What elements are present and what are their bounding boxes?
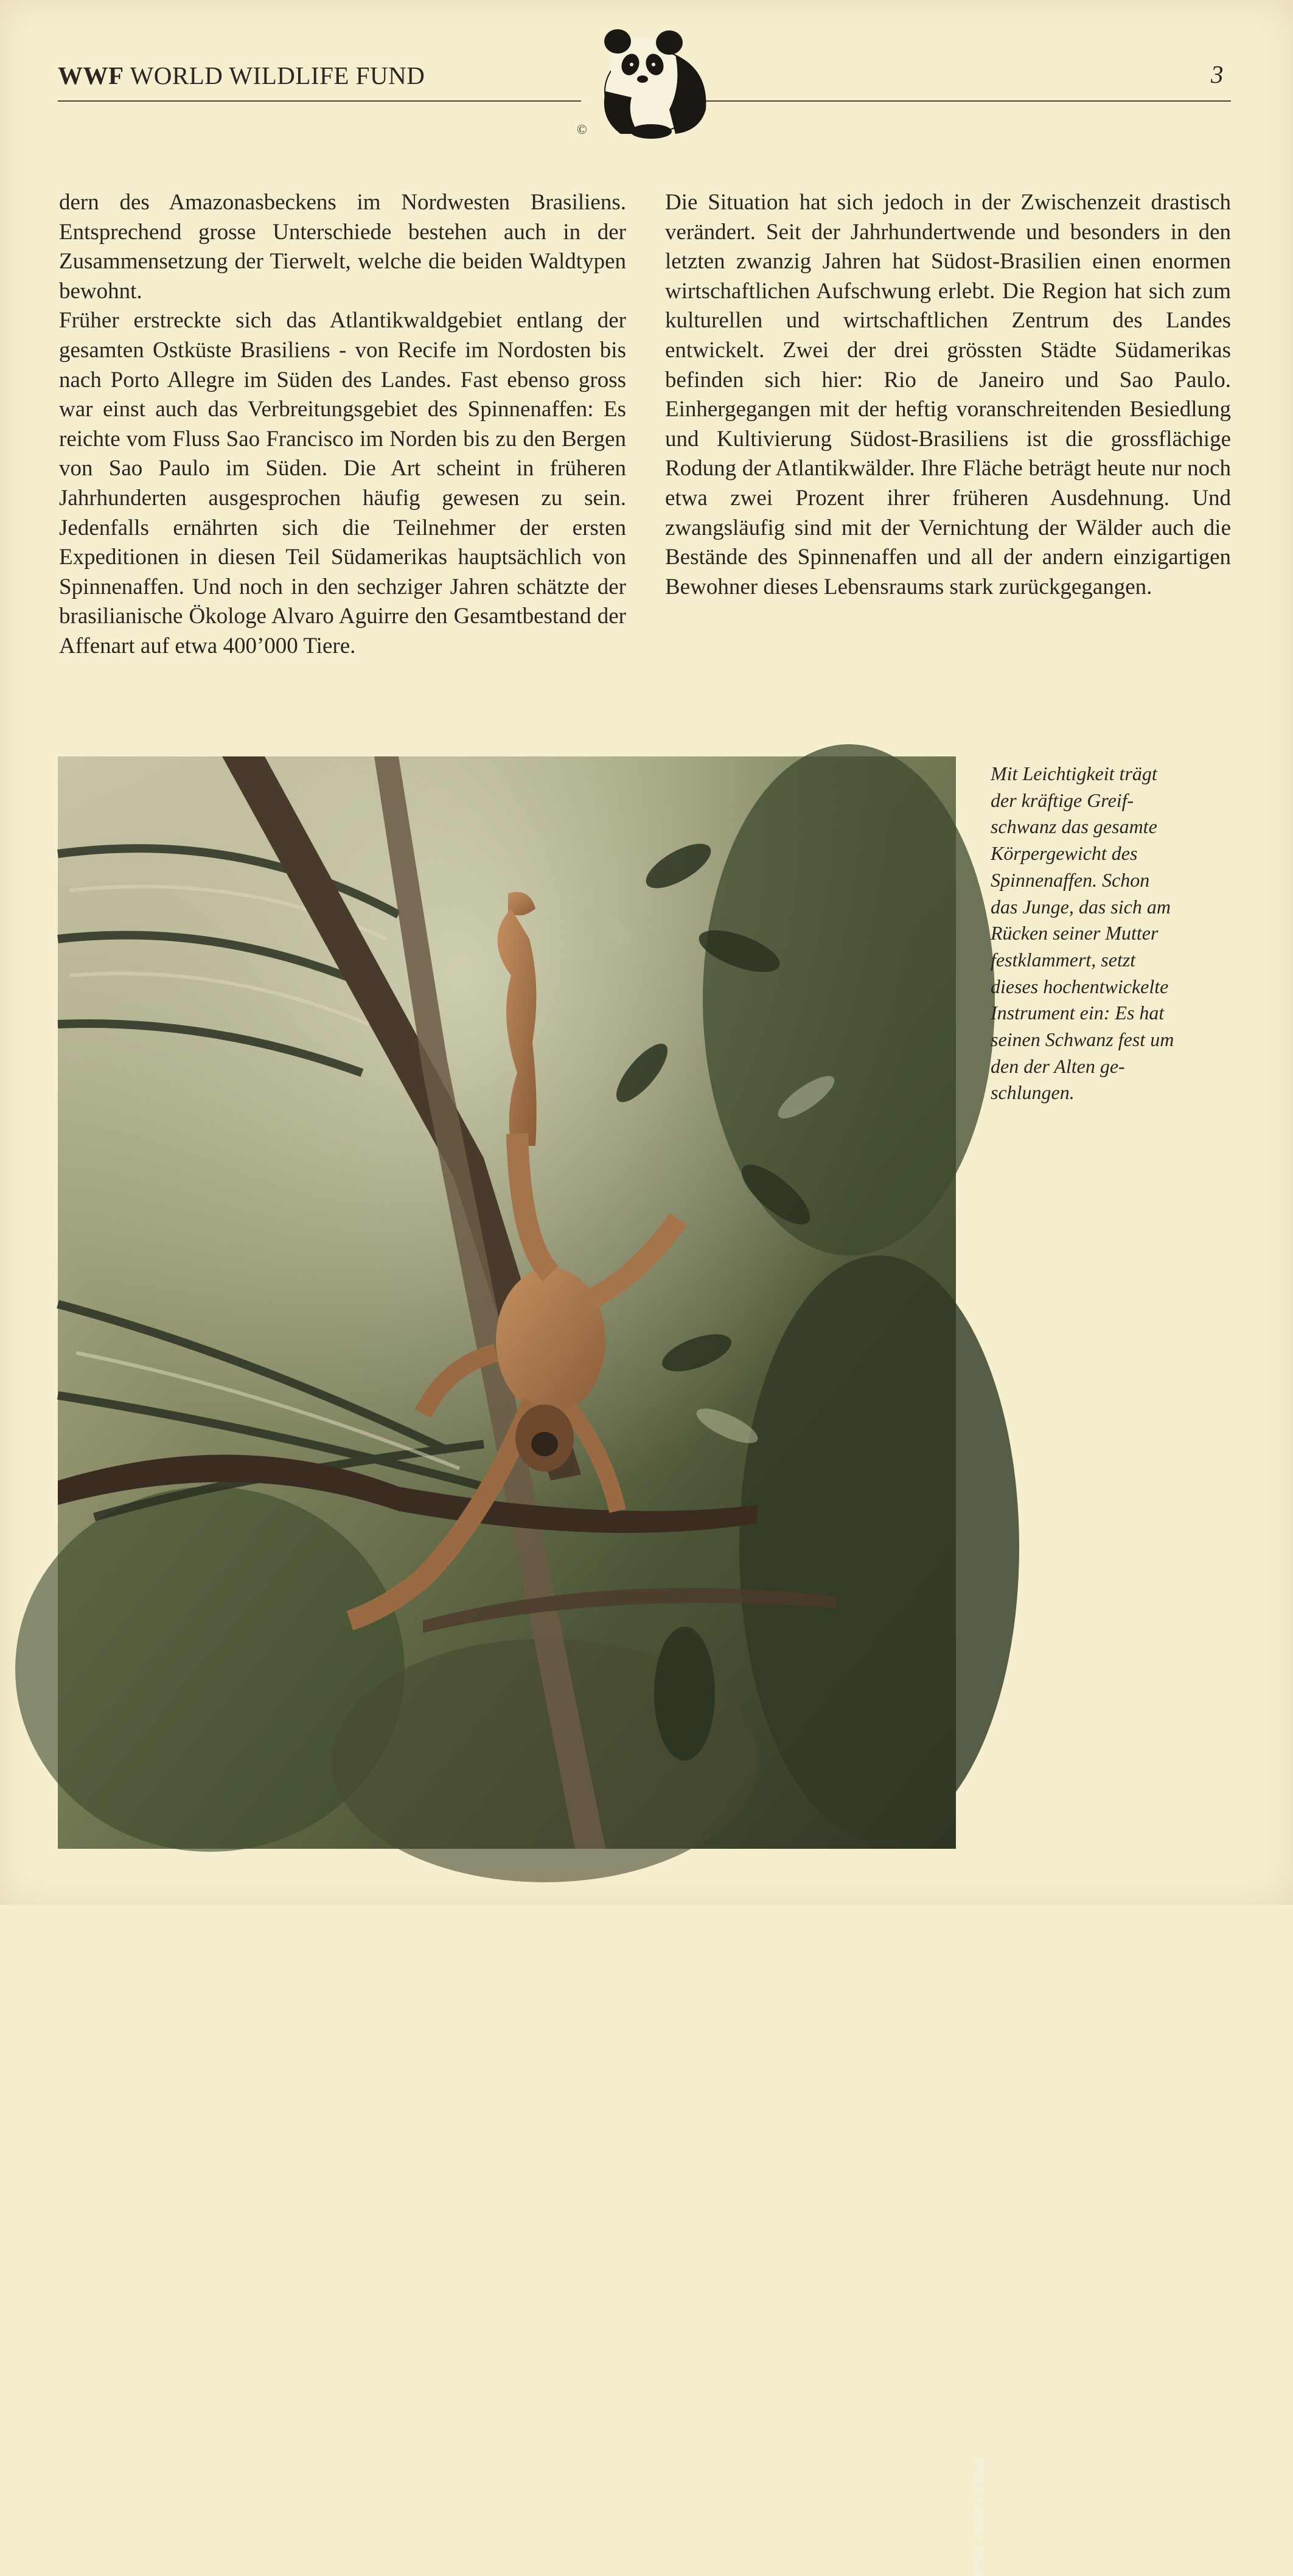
spider-monkey-photo	[58, 756, 986, 2576]
article-column-left	[59, 188, 626, 661]
header-title-text: WORLD WILDLIFE FUND	[130, 61, 425, 89]
header-rule-right	[700, 100, 1231, 102]
photo-caption: Mit Leichtigkeit trägt der kräftige Greif- schwanz das gesamte Körpergewicht des Spinnenaffen. Schon das Junge, das sich am Rücken seiner Mutter festklammert, setzt dieses hochentwickelte Instrument ein: Es hat seinen Schwanz fest um den der Alten ge- schlungen.	[991, 763, 1174, 1104]
copyright-mark: ©	[577, 122, 587, 137]
article-column-right	[665, 188, 1231, 602]
paragraph: Die Situation hat sich jedoch in der Zwischenzeit drastisch verändert. Seit der Jahrhundertwende und besonders in den letzten zwanzig Jahren hat Südost-Brasilien einen enormen wirtschaftlichen Aufschwung erlebt. Die Region hat sich zum kulturellen und wirtschaftlichen Zentrum des Landes entwickelt. Zwei der drei grössten Städte Südamerikas befinden sich hier: Rio de Janeiro und Sao Paulo. Einhergegangen mit der heftig voranschreitenden Besiedlung und Kultivierung Südost-Brasiliens ist die grossflächige Rodung der Atlantikwälder. Ihre Fläche beträgt heute nur noch etwa zwei Prozent ihrer früheren Ausdehnung. Und zwangsläufig sind mit der Vernichtung der Wälder auch die Bestände des Spinnenaffen und all der andern einzigartigen Bewohner dieses Lebensraums stark zurückgegangen.	[665, 190, 1231, 599]
paragraph: dern des Amazonasbeckens im Nordwesten Brasiliens. Entsprechend grosse Unterschiede bestehen auch in der Zusammensetzung der Tierwelt, welche die beiden Waldtypen bewohnt.	[59, 190, 626, 304]
header-rule-left	[58, 100, 581, 102]
photo-credit: Photo: Andrew Young	[971, 2457, 986, 2576]
paragraph: Früher erstreckte sich das Atlantikwaldgebiet entlang der gesamten Ostküste Brasiliens - von Recife im Nordosten bis nach Porto Allegre im Süden des Landes. Fast ebenso gross war einst auch das Verbreitungsgebiet des Spinnenaffen: Es reichte vom Fluss Sao Francisco im Norden bis zu den Bergen von Sao Paulo im Süden. Die Art scheint in früheren Jahrhunderten ausgesprochen häufig gewesen zu sein. Jedenfalls ernährten sich die Teilnehmer der ersten Expeditionen in diesen Teil Südamerikas hauptsächlich von Spinnenaffen. Und noch in den sechziger Jahren schätzte der brasilianische Ökologe Alvaro Aguirre den Gesamtbestand der Affenart auf etwa 400’000 Tiere.	[59, 308, 626, 658]
wwf-brand: WWF	[58, 61, 124, 89]
panda-logo-icon	[584, 18, 715, 140]
header-title	[58, 61, 425, 90]
page-number: 3	[1211, 60, 1224, 88]
